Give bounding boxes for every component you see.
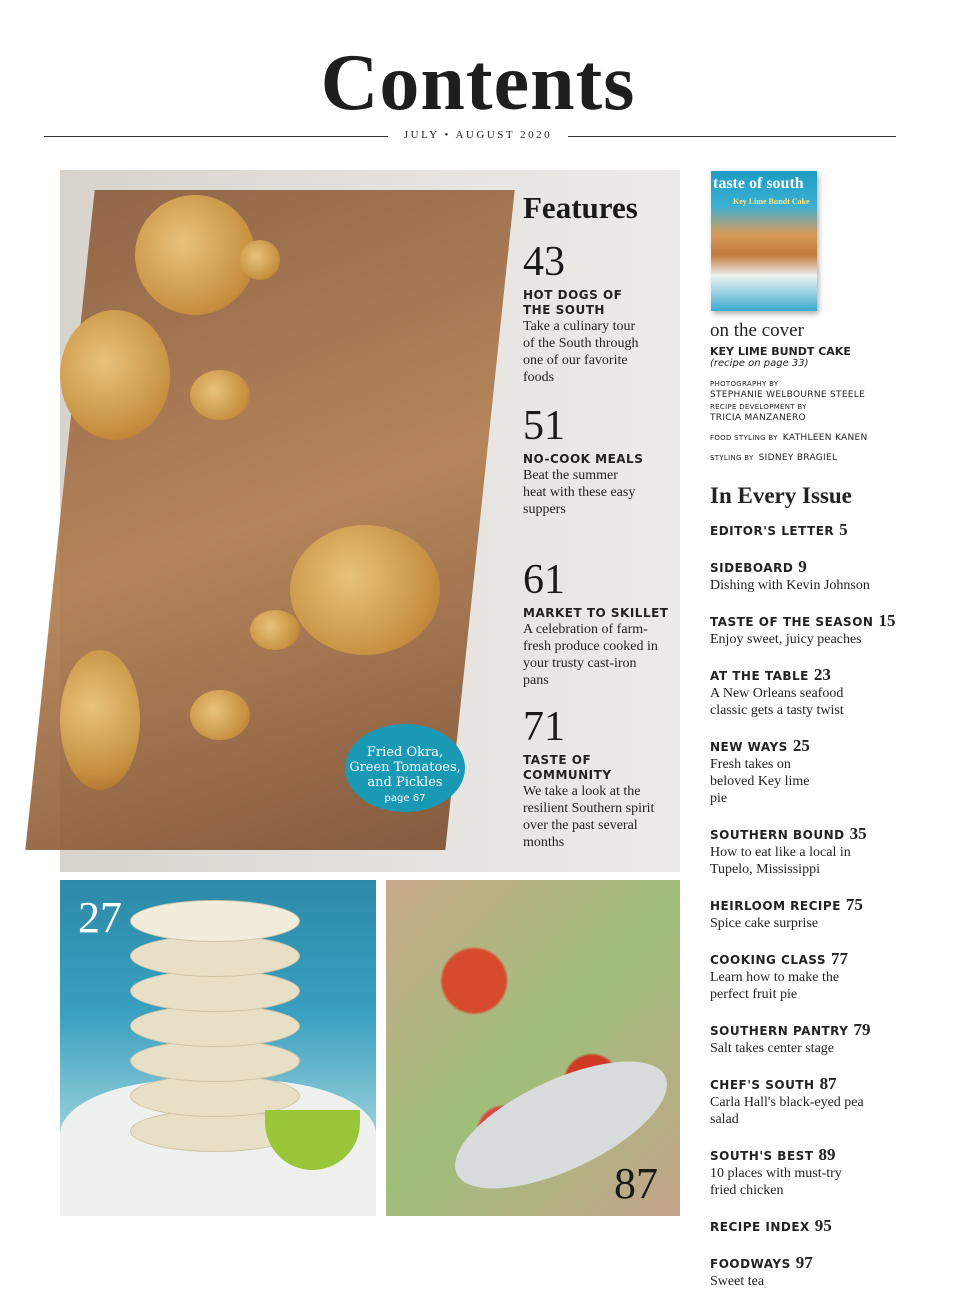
issue-page: 77 (831, 949, 849, 968)
cover-recipe: KEY LIME BUNDT CAKE (710, 345, 851, 358)
issue-item[interactable] (710, 1253, 940, 1290)
issue-page: 97 (795, 1253, 813, 1272)
issue-date: JULY • AUGUST 2020 (403, 129, 553, 141)
feature-desc: Take a culinary tour of the South through one of our favorite foods (523, 319, 639, 385)
issue-item[interactable] (710, 1216, 940, 1236)
issue-item[interactable] (710, 895, 940, 932)
cover-thumbnail[interactable] (711, 171, 817, 311)
issue-title: CHEF'S SOUTH (710, 1078, 815, 1092)
credit-role: FOOD STYLING BY (710, 434, 778, 442)
hero-caption-text: Fried Okra, Green Tomatoes, and Pickles (349, 745, 461, 790)
in-every-issue-heading: In Every Issue (710, 483, 852, 508)
issue-page: 35 (849, 824, 867, 843)
credit-role: PHOTOGRAPHY BY (710, 380, 779, 388)
issue-title: RECIPE INDEX (710, 1220, 810, 1234)
sidebar-column (710, 320, 940, 1307)
issue-page: 15 (878, 611, 896, 630)
issue-page: 75 (845, 895, 863, 914)
feature-item[interactable] (523, 558, 683, 689)
issue-desc: Enjoy sweet, juicy peaches (710, 632, 862, 647)
issue-page: 5 (839, 520, 848, 539)
cover-headline: Key Lime Bundt Cake (733, 197, 810, 206)
issue-title: FOODWAYS (710, 1257, 791, 1271)
feature-desc: Beat the summer heat with these easy suppers (523, 468, 636, 517)
credit-name: TRICIA MANZANERO (710, 413, 806, 423)
feature-item[interactable] (523, 240, 683, 386)
issue-title: HEIRLOOM RECIPE (710, 899, 841, 913)
issue-item[interactable] (710, 949, 940, 1003)
on-the-cover-heading: on the cover (710, 320, 804, 341)
issue-desc: A New Orleans seafood classic gets a tasty twist (710, 686, 844, 718)
photo-page-number: 27 (78, 893, 122, 942)
issue-desc: Fresh takes on beloved Key lime pie (710, 757, 810, 806)
issue-title: EDITOR'S LETTER (710, 524, 835, 538)
issue-item[interactable] (710, 1145, 940, 1199)
photo-page-number: 87 (614, 1159, 658, 1208)
feature-item[interactable] (523, 404, 683, 518)
issue-desc: Sweet tea (710, 1274, 765, 1289)
credit-name: SIDNEY BRAGIEL (758, 453, 838, 463)
issue-item[interactable] (710, 520, 940, 540)
cover-recipe-ref: (recipe on page 33) (710, 358, 809, 369)
in-every-issue-list (710, 520, 940, 1290)
issue-desc: Dishing with Kevin Johnson (710, 578, 870, 593)
feature-title: NO-COOK MEALS (523, 452, 644, 466)
issue-title: SIDEBOARD (710, 561, 794, 575)
credit-name: STEPHANIE WELBOURNE STEELE (710, 390, 866, 400)
features-section (523, 190, 683, 871)
feature-page: 43 (523, 239, 565, 285)
credit-role: RECIPE DEVELOPMENT BY (710, 403, 807, 411)
issue-page: 79 (853, 1020, 871, 1039)
issue-item[interactable] (710, 736, 940, 807)
credit-role: STYLING BY (710, 454, 754, 462)
issue-desc: Salt takes center stage (710, 1041, 835, 1056)
feature-item[interactable] (523, 705, 683, 851)
features-heading: Features (523, 190, 638, 225)
page-title: Contents (320, 39, 636, 127)
feature-desc: We take a look at the resilient Southern spirit over the past several months (523, 784, 655, 850)
issue-page: 23 (813, 665, 831, 684)
feature-page: 61 (523, 557, 565, 603)
issue-page: 95 (814, 1216, 832, 1235)
issue-title: SOUTHERN BOUND (710, 828, 845, 842)
issue-page: 25 (792, 736, 810, 755)
issue-item[interactable] (710, 611, 940, 648)
issue-title: SOUTH'S BEST (710, 1149, 814, 1163)
issue-title: TASTE OF THE SEASON (710, 615, 874, 629)
feature-title: COMMUNITY (523, 768, 612, 782)
feature-title: TASTE OF (523, 753, 592, 767)
feature-title: THE SOUTH (523, 303, 605, 317)
feature-page: 71 (523, 704, 565, 750)
issue-desc: 10 places with must-try fried chicken (710, 1166, 842, 1198)
issue-title: COOKING CLASS (710, 953, 827, 967)
issue-item[interactable] (710, 824, 940, 878)
issue-desc: How to eat like a local in Tupelo, Mississippi (710, 845, 851, 877)
issue-desc: Carla Hall's black-eyed pea salad (710, 1095, 864, 1127)
issue-item[interactable] (710, 1020, 940, 1057)
cover-logo: taste of south (713, 175, 804, 192)
issue-title: AT THE TABLE (710, 669, 809, 683)
issue-page: 89 (818, 1145, 836, 1164)
issue-desc: Spice cake surprise (710, 916, 819, 931)
issue-item[interactable] (710, 1074, 940, 1128)
feature-title: MARKET TO SKILLET (523, 606, 669, 620)
hero-caption-page: page 67 (384, 793, 426, 804)
feature-page: 51 (523, 403, 565, 449)
credit-name: KATHLEEN KANEN (782, 433, 868, 443)
issue-title: NEW WAYS (710, 740, 788, 754)
issue-item[interactable] (710, 665, 940, 719)
feature-desc: A celebration of farm-fresh produce cooked in your trusty cast-iron pans (523, 622, 658, 688)
feature-title: HOT DOGS OF (523, 288, 623, 302)
hero-caption[interactable] (345, 745, 465, 804)
issue-page: 87 (819, 1074, 837, 1093)
issue-desc: Learn how to make the perfect fruit pie (710, 970, 840, 1002)
photo-black-eyed-pea-salad (386, 880, 680, 1216)
issue-item[interactable] (710, 557, 940, 594)
photo-lime-cookies (60, 880, 376, 1216)
issue-page: 9 (798, 557, 807, 576)
issue-title: SOUTHERN PANTRY (710, 1024, 849, 1038)
